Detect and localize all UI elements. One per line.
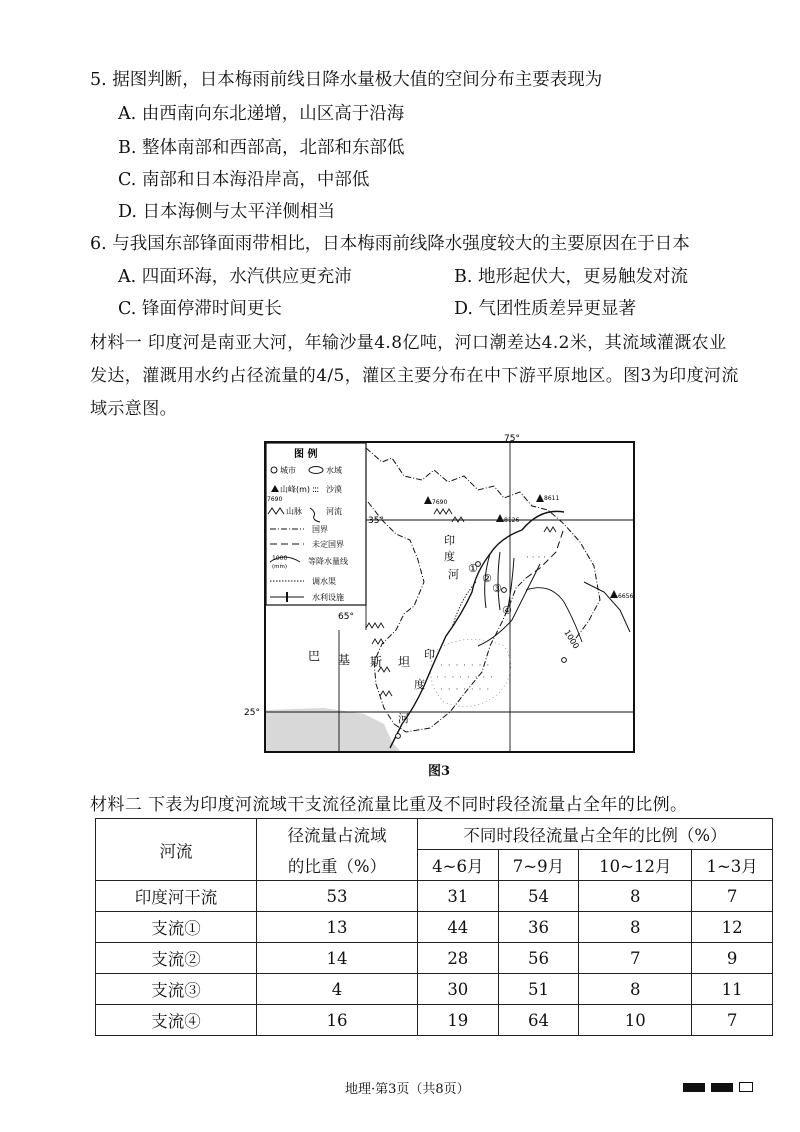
map-char-he-1: 河 xyxy=(448,568,459,581)
q6-option-d: D. 气团性质差异更显著 xyxy=(454,299,637,319)
peak-label-2: 8611 xyxy=(544,495,560,502)
row-value: 8 xyxy=(579,974,692,1005)
filled-mark xyxy=(683,1083,705,1092)
table-row xyxy=(96,943,773,974)
row-value: 7 xyxy=(692,1005,773,1036)
header-period-3: 10~12月 xyxy=(579,850,692,881)
legend-mountain: 山脉 xyxy=(286,507,302,516)
row-value: 36 xyxy=(498,912,579,943)
legend-canal: 调水渠 xyxy=(312,577,336,586)
indus-basin-map xyxy=(244,432,636,754)
lon-65-label: 65° xyxy=(338,612,354,622)
tributary-4-label: ④ xyxy=(502,604,512,617)
legend-border: 国界 xyxy=(312,525,328,534)
runoff-table xyxy=(95,818,773,1036)
map-char-ji: 基 xyxy=(338,653,351,667)
table-row xyxy=(96,881,773,912)
map-char-si: 斯 xyxy=(370,655,383,669)
empty-mark xyxy=(739,1082,753,1092)
material1-line-3: 域示意图。 xyxy=(90,399,177,419)
q6-stem: 6. 与我国东部锋面雨带相比，日本梅雨前线降水强度较大的主要原因在于日本 xyxy=(90,234,690,254)
desert-dots-3: · · · · · · · xyxy=(440,685,491,695)
lon-75-label: 75° xyxy=(504,434,520,444)
q5-option-b: B. 整体南部和西部高，北部和东部低 xyxy=(118,138,405,158)
q5-stem: 5. 据图判断，日本梅雨前线日降水量极大值的空间分布主要表现为 xyxy=(90,70,603,90)
map-char-du-2: 度 xyxy=(414,678,425,691)
row-name: 支流② xyxy=(96,943,257,974)
row-value: 54 xyxy=(498,881,579,912)
map-char-ba: 巴 xyxy=(308,649,321,663)
header-period: 不同时段径流量占全年的比例（%） xyxy=(418,819,773,850)
row-name: 印度河干流 xyxy=(96,881,257,912)
header-period-2: 7~9月 xyxy=(498,850,579,881)
map-char-yin-2: 印 xyxy=(424,648,435,661)
map-char-du-1: 度 xyxy=(444,550,455,563)
legend-river: 河流 xyxy=(326,507,342,516)
q5-option-d: D. 日本海侧与太平洋侧相当 xyxy=(118,202,336,222)
row-share: 13 xyxy=(257,912,418,943)
row-value: 8 xyxy=(579,912,692,943)
legend-hydro: 水利设施 xyxy=(312,593,344,602)
desert-dots-2: · · · · · · · · xyxy=(436,673,494,683)
header-share-line-1: 径流量占流域 xyxy=(257,819,418,850)
q5-option-c: C. 南部和日本海沿岸高，中部低 xyxy=(118,170,370,190)
q6-option-b: B. 地形起伏大，更易触发对流 xyxy=(454,267,688,287)
row-value: 11 xyxy=(692,974,773,1005)
material1-line-1: 材料一 印度河是南亚大河，年输沙量4.8亿吨，河口潮差达4.2米，其流域灌溉农业 xyxy=(90,333,727,353)
legend-undefined-border: 未定国界 xyxy=(312,540,344,549)
page-marks xyxy=(683,1077,759,1096)
row-value: 7 xyxy=(579,943,692,974)
peak-label-3: 8126 xyxy=(504,517,520,524)
row-value: 56 xyxy=(498,943,579,974)
table-row xyxy=(96,912,773,943)
row-value: 12 xyxy=(692,912,773,943)
isohyet-1000-label: 1000 xyxy=(562,628,581,651)
legend-peak: 山峰(m) xyxy=(280,485,311,494)
legend-peak-value: 7690 xyxy=(267,496,283,503)
table-row xyxy=(96,1005,773,1036)
material2-intro: 材料二 下表为印度河流域干支流径流量比重及不同时段径流量占全年的比例。 xyxy=(90,795,688,815)
desert-dots-4: · · · · xyxy=(526,553,547,563)
lat-25-label: 25° xyxy=(244,708,260,718)
legend-isohyet-value: 1000 xyxy=(272,555,288,562)
page-footer: 地理·第3页（共8页） xyxy=(345,1082,470,1097)
map-char-yin-1: 印 xyxy=(444,534,455,547)
desert-dots-1: · · · · · · · xyxy=(440,661,491,671)
row-value: 7 xyxy=(692,881,773,912)
city-marker xyxy=(502,588,507,593)
row-share: 14 xyxy=(257,943,418,974)
row-value: 44 xyxy=(418,912,499,943)
legend-isohyet-unit: (mm) xyxy=(272,564,288,570)
header-period-4: 1~3月 xyxy=(692,850,773,881)
legend-isohyet: 等降水量线 xyxy=(308,557,348,566)
legend-city: 城市 xyxy=(280,466,296,475)
figure-caption: 图3 xyxy=(428,764,451,779)
row-value: 19 xyxy=(418,1005,499,1036)
row-name: 支流④ xyxy=(96,1005,257,1036)
row-name: 支流① xyxy=(96,912,257,943)
row-value: 64 xyxy=(498,1005,579,1036)
peak-label-4: 6656 xyxy=(618,593,634,600)
row-value: 8 xyxy=(579,881,692,912)
map-char-he-2: 河 xyxy=(398,712,409,725)
header-river: 河流 xyxy=(96,819,257,881)
row-value: 28 xyxy=(418,943,499,974)
map-char-tan: 坦 xyxy=(398,655,411,669)
tributary-1-label: ① xyxy=(468,562,478,575)
filled-mark xyxy=(711,1083,733,1092)
material1-line-2: 发达，灌溉用水约占径流量的4/5，灌区主要分布在中下游平原地区。图3为印度河流 xyxy=(90,366,739,386)
table-row xyxy=(96,974,773,1005)
legend-water: 水域 xyxy=(326,466,342,475)
row-value: 10 xyxy=(579,1005,692,1036)
q6-option-c: C. 锋面停滞时间更长 xyxy=(118,299,282,319)
legend-desert: 沙漠 xyxy=(326,485,342,494)
row-value: 31 xyxy=(418,881,499,912)
city-marker xyxy=(396,734,401,739)
row-name: 支流③ xyxy=(96,974,257,1005)
row-share: 53 xyxy=(257,881,418,912)
row-value: 30 xyxy=(418,974,499,1005)
row-share: 16 xyxy=(257,1005,418,1036)
tributary-3-label: ③ xyxy=(492,582,502,595)
row-value: 51 xyxy=(498,974,579,1005)
q5-option-a: A. 由西南向东北递增，山区高于沿海 xyxy=(118,104,405,124)
q6-option-a: A. 四面环海，水汽供应更充沛 xyxy=(118,267,352,287)
legend-title: 图 例 xyxy=(294,449,318,460)
peak-label-1: 7690 xyxy=(432,499,448,506)
desert-symbol: ::: xyxy=(312,485,319,495)
header-period-1: 4~6月 xyxy=(418,850,499,881)
row-value: 9 xyxy=(692,943,773,974)
tributary-2-label: ② xyxy=(482,572,492,585)
row-share: 4 xyxy=(257,974,418,1005)
city-marker xyxy=(562,658,567,663)
header-share-line-2: 的比重（%） xyxy=(257,850,418,881)
table-header-row-1 xyxy=(96,819,773,850)
lat-35-label: 35° xyxy=(368,516,384,526)
